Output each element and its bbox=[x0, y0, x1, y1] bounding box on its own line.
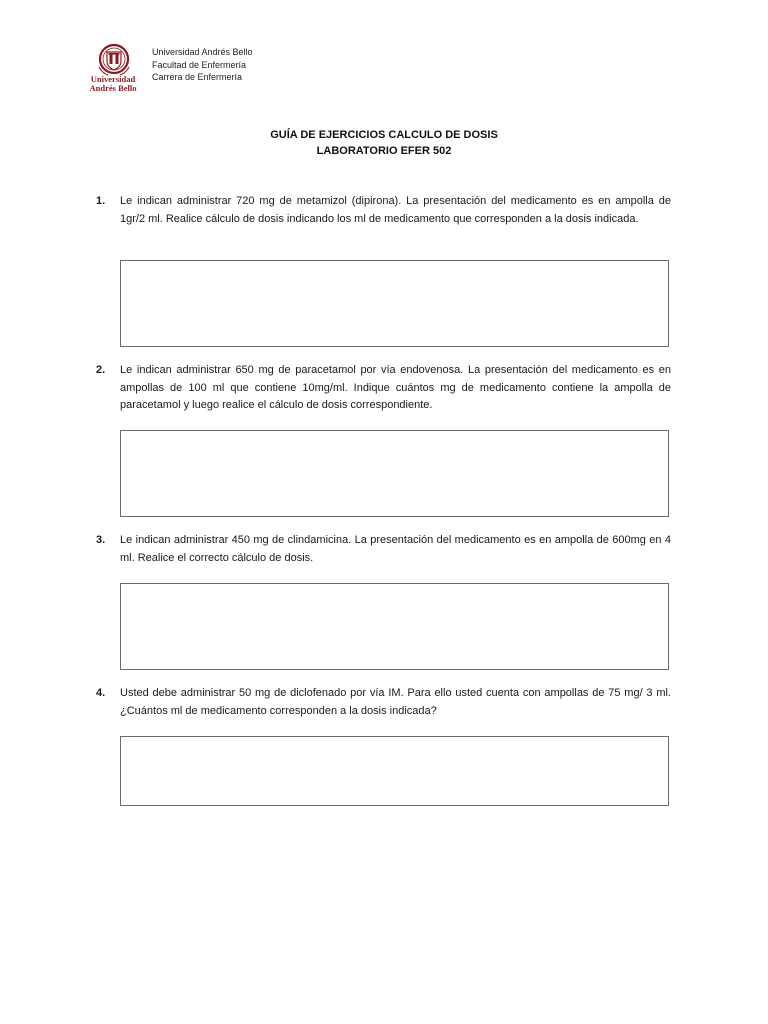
document-title-line2: LABORATORIO EFER 502 bbox=[316, 145, 452, 157]
question-text: Usted debe administrar 50 mg de diclofenado por vía IM. Para ello usted cuenta con ampollas de 75 mg/ 3 ml. ¿Cuántos ml de medicamento corresponden a la dosis indicada? bbox=[120, 687, 671, 717]
question-text: Le indican administrar 720 mg de metamizol (dipirona). La presentación del medicamento es en ampolla de 1gr/2 ml. Realice cálculo de dosis indicando los ml de medicamento que corresponden a la dosis indicada. bbox=[120, 195, 671, 225]
question-3 bbox=[96, 532, 671, 568]
question-text: Le indican administrar 450 mg de clindamicina. La presentación del medicamento es en ampolla de 600mg en 4 ml. Realice el correcto cálculo de dosis. bbox=[120, 534, 671, 564]
institution-program: Carrera de Enfermería bbox=[152, 72, 243, 82]
question-number: 2. bbox=[96, 364, 106, 376]
question-number: 3. bbox=[96, 534, 106, 546]
question-2 bbox=[96, 362, 671, 416]
answer-box-2[interactable] bbox=[120, 430, 669, 517]
question-text: Le indican administrar 650 mg de paracetamol por vía endovenosa. La presentación del medicamento es en ampollas de 100 ml que contiene 10mg/ml. Indique cuántos mg de medicamento contiene la ampolla de paracetamol y luego realice el cálculo de dosis correspondiente. bbox=[120, 364, 671, 411]
institution-faculty: Facultad de Enfermería bbox=[152, 59, 247, 70]
logo-wordmark bbox=[84, 75, 142, 93]
logo-wordmark-line1: Universidad bbox=[90, 74, 136, 84]
document-title-line1: GUÍA DE EJERCICIOS CALCULO DE DOSIS bbox=[270, 129, 498, 141]
question-4 bbox=[96, 685, 671, 721]
document-title bbox=[0, 127, 768, 159]
logo-wordmark-line2: Andrés Bello bbox=[89, 83, 137, 93]
answer-box-4[interactable] bbox=[120, 736, 669, 806]
question-number: 1. bbox=[96, 195, 106, 207]
institution-university: Universidad Andrés Bello bbox=[152, 47, 253, 57]
answer-box-1[interactable] bbox=[120, 260, 669, 347]
institution-header bbox=[152, 46, 253, 84]
question-number: 4. bbox=[96, 687, 106, 699]
answer-box-3[interactable] bbox=[120, 583, 669, 670]
question-1 bbox=[96, 193, 671, 247]
